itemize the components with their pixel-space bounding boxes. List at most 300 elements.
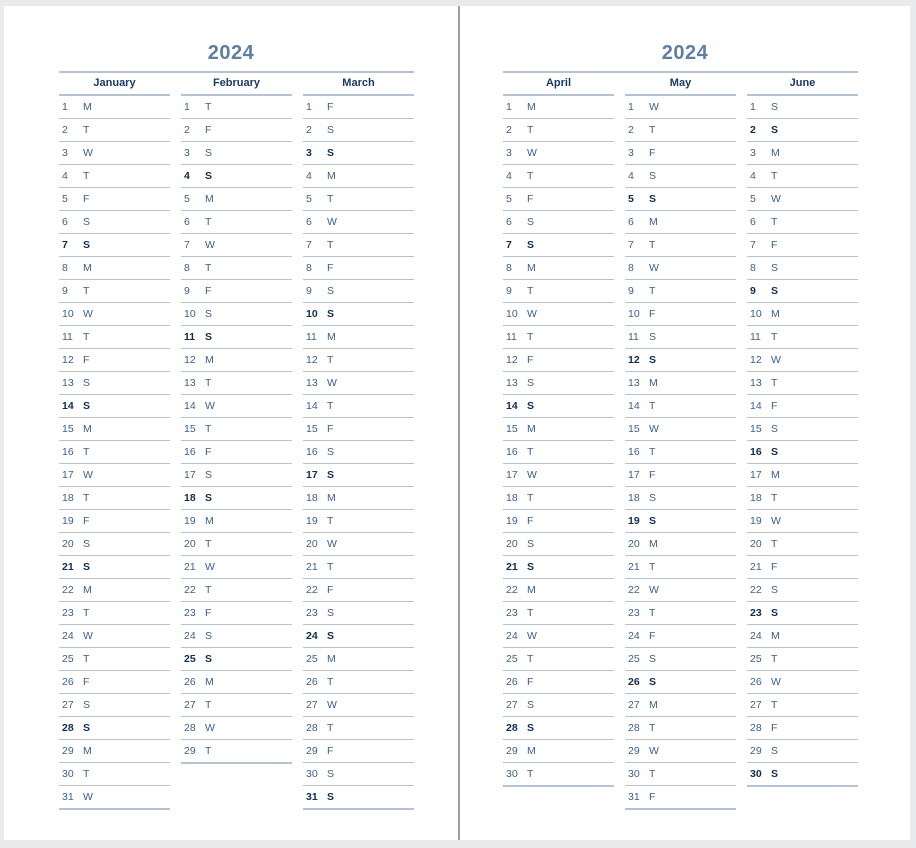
day-number: 13 (62, 377, 74, 389)
weekday-letter: F (83, 676, 90, 688)
weekday-letter: M (327, 653, 336, 665)
day-row (747, 464, 858, 487)
day-number: 22 (184, 584, 196, 596)
day-number: 22 (750, 584, 762, 596)
weekday-letter: F (327, 584, 334, 596)
day-number: 31 (628, 791, 640, 803)
day-number: 17 (506, 469, 518, 481)
weekday-letter: F (83, 354, 90, 366)
day-row (59, 763, 170, 786)
weekday-letter: T (327, 400, 334, 412)
day-list (59, 96, 170, 810)
day-row (303, 556, 414, 579)
weekday-letter: W (527, 147, 537, 159)
day-row (303, 395, 414, 418)
weekday-letter: S (771, 262, 779, 274)
day-number: 3 (62, 147, 68, 159)
day-row (303, 441, 414, 464)
weekday-letter: W (83, 791, 93, 803)
day-number: 17 (62, 469, 74, 481)
day-number: 28 (506, 722, 518, 734)
day-number: 19 (506, 515, 518, 527)
day-row (625, 326, 736, 349)
day-number: 21 (506, 561, 518, 573)
weekday-letter: W (83, 308, 93, 320)
day-row (503, 625, 614, 648)
day-number: 31 (62, 791, 74, 803)
day-number: 11 (750, 331, 761, 343)
weekday-letter: W (83, 147, 93, 159)
weekday-letter: M (527, 262, 536, 274)
day-row (59, 349, 170, 372)
day-number: 18 (628, 492, 640, 504)
day-row (303, 533, 414, 556)
weekday-letter: S (771, 584, 779, 596)
weekday-letter: T (771, 377, 778, 389)
day-row (503, 671, 614, 694)
day-row (503, 188, 614, 211)
day-number: 6 (306, 216, 312, 228)
weekday-letter: M (649, 216, 658, 228)
day-row (181, 234, 292, 257)
day-number: 25 (184, 653, 196, 665)
weekday-letter: W (649, 262, 659, 274)
month-column-february (181, 73, 292, 808)
weekday-letter: F (83, 515, 90, 527)
months-grid (503, 71, 858, 817)
weekday-letter: F (649, 630, 656, 642)
day-number: 7 (306, 239, 312, 251)
weekday-letter: S (527, 722, 535, 734)
day-number: 25 (750, 653, 762, 665)
left-page (4, 6, 458, 840)
weekday-letter: S (83, 400, 91, 412)
day-number: 28 (184, 722, 196, 734)
day-row (625, 579, 736, 602)
day-number: 27 (506, 699, 518, 711)
day-number: 10 (62, 308, 74, 320)
day-row (181, 119, 292, 142)
weekday-letter: W (649, 423, 659, 435)
weekday-letter: M (327, 331, 336, 343)
months-grid (59, 71, 414, 817)
day-row (503, 165, 614, 188)
weekday-letter: M (649, 377, 658, 389)
day-number: 15 (184, 423, 196, 435)
day-row (503, 441, 614, 464)
day-number: 10 (184, 308, 196, 320)
day-row (625, 211, 736, 234)
day-number: 2 (750, 124, 756, 136)
weekday-letter: S (771, 745, 779, 757)
weekday-letter: S (83, 538, 91, 550)
weekday-letter: M (327, 170, 336, 182)
day-number: 26 (506, 676, 518, 688)
weekday-letter: T (83, 446, 90, 458)
weekday-letter: T (327, 722, 334, 734)
day-list (303, 96, 414, 810)
weekday-letter: S (327, 147, 335, 159)
day-row (625, 717, 736, 740)
day-number: 22 (628, 584, 640, 596)
weekday-letter: T (327, 239, 334, 251)
day-number: 28 (750, 722, 762, 734)
day-number: 8 (506, 262, 512, 274)
day-row (747, 211, 858, 234)
day-number: 12 (628, 354, 640, 366)
day-row (503, 487, 614, 510)
day-row-sunday (747, 602, 858, 625)
day-row (625, 395, 736, 418)
weekday-letter: T (649, 607, 656, 619)
day-row (625, 165, 736, 188)
weekday-letter: T (83, 768, 90, 780)
day-number: 18 (306, 492, 318, 504)
month-column-april (503, 73, 614, 809)
day-row (503, 303, 614, 326)
weekday-letter: W (205, 400, 215, 412)
empty-row (747, 787, 858, 809)
weekday-letter: T (527, 446, 534, 458)
day-row (303, 671, 414, 694)
weekday-letter: M (527, 101, 536, 113)
empty-row (181, 786, 292, 808)
weekday-letter: T (205, 745, 212, 757)
day-number: 3 (628, 147, 634, 159)
weekday-letter: T (205, 101, 212, 113)
weekday-letter: T (771, 216, 778, 228)
day-number: 24 (62, 630, 74, 642)
day-number: 13 (506, 377, 518, 389)
weekday-letter: T (649, 239, 656, 251)
day-number: 14 (506, 400, 518, 412)
weekday-letter: S (527, 400, 535, 412)
day-number: 22 (306, 584, 318, 596)
day-number: 29 (506, 745, 518, 757)
day-row-sunday (181, 326, 292, 349)
weekday-letter: S (527, 239, 535, 251)
day-row-sunday (303, 142, 414, 165)
month-name: January (59, 73, 170, 96)
weekday-letter: S (527, 216, 535, 228)
day-row (59, 786, 170, 810)
day-row (747, 579, 858, 602)
day-row (625, 602, 736, 625)
day-number: 14 (62, 400, 74, 412)
weekday-letter: F (771, 561, 778, 573)
weekday-letter: T (83, 124, 90, 136)
day-number: 30 (628, 768, 640, 780)
day-row-sunday (747, 119, 858, 142)
day-row (747, 96, 858, 119)
day-row (625, 533, 736, 556)
day-row (303, 510, 414, 533)
day-number: 15 (506, 423, 518, 435)
day-row (747, 510, 858, 533)
day-number: 21 (184, 561, 196, 573)
day-list (625, 96, 736, 810)
day-row (181, 579, 292, 602)
weekday-letter: F (527, 515, 534, 527)
day-row (747, 694, 858, 717)
day-number: 19 (306, 515, 318, 527)
weekday-letter: S (327, 308, 335, 320)
day-row (181, 625, 292, 648)
weekday-letter: W (327, 538, 337, 550)
day-row (181, 717, 292, 740)
day-row (59, 211, 170, 234)
day-row (59, 740, 170, 763)
day-number: 24 (306, 630, 318, 642)
day-row (303, 648, 414, 671)
day-row-sunday (625, 188, 736, 211)
day-row-sunday (181, 165, 292, 188)
weekday-letter: T (649, 722, 656, 734)
day-row (303, 165, 414, 188)
weekday-letter: T (649, 285, 656, 297)
day-row (625, 119, 736, 142)
day-row (59, 303, 170, 326)
day-row (303, 119, 414, 142)
weekday-letter: S (527, 538, 535, 550)
day-number: 26 (628, 676, 640, 688)
day-row (59, 142, 170, 165)
day-row (503, 372, 614, 395)
day-row (303, 211, 414, 234)
page-year-title: 2024 (661, 42, 709, 64)
weekday-letter: M (205, 193, 214, 205)
weekday-letter: T (83, 285, 90, 297)
month-column-january (59, 73, 170, 810)
day-number: 6 (62, 216, 68, 228)
day-row (181, 188, 292, 211)
day-row (503, 142, 614, 165)
day-number: 11 (306, 331, 317, 343)
day-number: 9 (62, 285, 68, 297)
day-number: 10 (306, 308, 318, 320)
day-number: 20 (750, 538, 762, 550)
day-number: 26 (184, 676, 196, 688)
weekday-letter: S (527, 377, 535, 389)
day-row (625, 763, 736, 786)
day-number: 29 (184, 745, 196, 757)
day-row-sunday (625, 349, 736, 372)
weekday-letter: F (527, 354, 534, 366)
empty-row (503, 787, 614, 809)
day-row (59, 96, 170, 119)
day-row (625, 556, 736, 579)
day-row (503, 464, 614, 487)
day-number: 25 (62, 653, 74, 665)
day-row-sunday (59, 717, 170, 740)
weekday-letter: S (205, 147, 213, 159)
weekday-letter: T (327, 561, 334, 573)
day-number: 9 (750, 285, 756, 297)
day-row (59, 441, 170, 464)
weekday-letter: T (205, 423, 212, 435)
day-row-sunday (59, 556, 170, 579)
weekday-letter: F (771, 239, 778, 251)
day-number: 27 (306, 699, 318, 711)
day-row (503, 510, 614, 533)
day-row (747, 487, 858, 510)
day-row (747, 671, 858, 694)
day-number: 19 (184, 515, 196, 527)
day-number: 8 (750, 262, 756, 274)
weekday-letter: M (205, 515, 214, 527)
month-name: May (625, 73, 736, 96)
day-row (59, 188, 170, 211)
month-column-may (625, 73, 736, 810)
weekday-letter: S (83, 699, 91, 711)
weekday-letter: W (327, 699, 337, 711)
day-number: 16 (750, 446, 762, 458)
day-number: 25 (306, 653, 318, 665)
empty-row (181, 764, 292, 786)
day-number: 30 (306, 768, 318, 780)
month-name: February (181, 73, 292, 96)
weekday-letter: W (771, 515, 781, 527)
day-number: 21 (306, 561, 318, 573)
weekday-letter: F (649, 147, 656, 159)
weekday-letter: W (205, 722, 215, 734)
weekday-letter: F (649, 308, 656, 320)
day-number: 29 (628, 745, 640, 757)
weekday-letter: S (83, 561, 91, 573)
day-row (625, 441, 736, 464)
weekday-letter: S (327, 285, 335, 297)
day-row (181, 556, 292, 579)
day-row (625, 257, 736, 280)
weekday-letter: M (649, 538, 658, 550)
weekday-letter: S (83, 239, 91, 251)
day-number: 7 (628, 239, 634, 251)
day-number: 18 (184, 492, 196, 504)
weekday-letter: T (527, 607, 534, 619)
day-row (625, 418, 736, 441)
day-number: 23 (306, 607, 318, 619)
day-number: 12 (506, 354, 518, 366)
day-row (181, 142, 292, 165)
day-row (503, 694, 614, 717)
day-number: 14 (306, 400, 318, 412)
day-row (303, 257, 414, 280)
day-row (303, 487, 414, 510)
day-row (181, 211, 292, 234)
day-number: 28 (628, 722, 640, 734)
weekday-letter: W (327, 216, 337, 228)
day-list (503, 96, 614, 809)
weekday-letter: S (649, 193, 657, 205)
day-number: 18 (750, 492, 762, 504)
weekday-letter: M (649, 699, 658, 711)
weekday-letter: T (771, 331, 778, 343)
day-number: 10 (506, 308, 518, 320)
day-number: 14 (628, 400, 640, 412)
day-number: 6 (628, 216, 634, 228)
day-number: 7 (184, 239, 190, 251)
day-number: 7 (506, 239, 512, 251)
weekday-letter: W (527, 308, 537, 320)
day-row (303, 188, 414, 211)
month-name: April (503, 73, 614, 96)
weekday-letter: S (327, 469, 335, 481)
day-row (747, 533, 858, 556)
weekday-letter: M (771, 469, 780, 481)
weekday-letter: S (205, 308, 213, 320)
day-row (625, 280, 736, 303)
day-row-sunday (303, 464, 414, 487)
day-row (503, 257, 614, 280)
day-number: 1 (506, 101, 512, 113)
day-row (303, 372, 414, 395)
day-number: 31 (306, 791, 318, 803)
day-number: 6 (750, 216, 756, 228)
weekday-letter: S (649, 676, 657, 688)
day-number: 4 (506, 170, 512, 182)
day-number: 1 (306, 101, 312, 113)
day-number: 29 (306, 745, 318, 757)
day-number: 3 (750, 147, 756, 159)
day-row-sunday (503, 556, 614, 579)
day-number: 12 (184, 354, 196, 366)
month-column-march (303, 73, 414, 810)
day-row (59, 579, 170, 602)
day-row (747, 556, 858, 579)
weekday-letter: F (327, 262, 334, 274)
day-number: 27 (62, 699, 74, 711)
day-row (503, 602, 614, 625)
day-row (747, 349, 858, 372)
weekday-letter: F (205, 446, 212, 458)
day-list (747, 96, 858, 809)
day-number: 2 (628, 124, 634, 136)
weekday-letter: W (649, 584, 659, 596)
day-number: 4 (62, 170, 68, 182)
day-number: 11 (506, 331, 517, 343)
day-row (625, 464, 736, 487)
day-number: 1 (62, 101, 68, 113)
day-row (303, 602, 414, 625)
day-number: 18 (506, 492, 518, 504)
day-number: 11 (628, 331, 639, 343)
weekday-letter: S (205, 331, 213, 343)
weekday-letter: M (83, 423, 92, 435)
day-row (181, 303, 292, 326)
day-number: 24 (184, 630, 196, 642)
day-number: 12 (750, 354, 762, 366)
weekday-letter: M (83, 262, 92, 274)
weekday-letter: W (649, 101, 659, 113)
day-row (747, 740, 858, 763)
day-number: 30 (750, 768, 762, 780)
weekday-letter: T (649, 124, 656, 136)
weekday-letter: T (205, 262, 212, 274)
weekday-letter: W (83, 630, 93, 642)
weekday-letter: F (327, 101, 334, 113)
day-number: 9 (628, 285, 634, 297)
day-number: 25 (628, 653, 640, 665)
weekday-letter: S (83, 722, 91, 734)
day-row (59, 533, 170, 556)
day-row (503, 326, 614, 349)
day-row (303, 763, 414, 786)
day-row (59, 694, 170, 717)
day-row (181, 464, 292, 487)
day-number: 2 (184, 124, 190, 136)
weekday-letter: S (327, 446, 335, 458)
day-number: 1 (184, 101, 190, 113)
